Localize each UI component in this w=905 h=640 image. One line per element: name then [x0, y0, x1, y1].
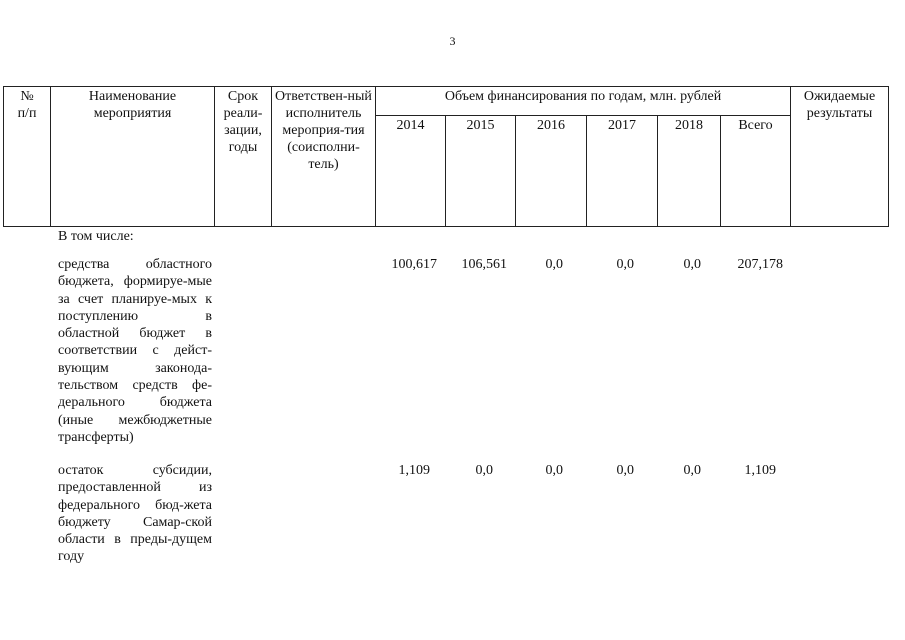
value-cell: 0,0 — [683, 463, 701, 478]
value-cell: 207,178 — [737, 257, 783, 272]
page-number: 3 — [449, 34, 456, 48]
value-cell: 0,0 — [616, 463, 634, 478]
col-header-name: Наименование мероприятия — [51, 87, 215, 227]
year-header: 2018 — [658, 116, 721, 227]
col-header-term: Срок реали-зации, годы — [215, 87, 272, 227]
col-header-executor: Ответствен-ный исполнитель мероприя-тия (соисполни-тель) — [272, 87, 376, 227]
value-cell: 0,0 — [683, 257, 701, 272]
header-table — [3, 86, 889, 227]
value-cell: 1,109 — [744, 463, 776, 478]
subheading: В том числе: — [58, 229, 134, 244]
row-name: средства областного бюджета, формируе-мые за счет планируе-мых к поступлению в областной бюджет в соответствии с дейст-вующим законода-тельством средств фе-дерального бюджета (иные межбюджетные трансферты) — [58, 257, 212, 445]
col-header-results: Ожидаемые результаты — [791, 87, 889, 227]
value-cell: 0,0 — [616, 257, 634, 272]
year-header: 2017 — [587, 116, 658, 227]
year-header: 2014 — [376, 116, 446, 227]
value-cell: 0,0 — [475, 463, 493, 478]
value-cell: 1,109 — [398, 463, 430, 478]
year-header: 2016 — [516, 116, 587, 227]
row-name: остаток субсидии, предоставленной из федерального бюд-жета бюджету Самар-ской области в преды-дущем году — [58, 463, 212, 565]
value-cell: 100,617 — [391, 257, 437, 272]
col-header-funding: Объем финансирования по годам, млн. рублей — [376, 87, 791, 116]
total-header: Всего — [721, 116, 791, 227]
value-cell: 0,0 — [545, 463, 563, 478]
year-header: 2015 — [446, 116, 516, 227]
value-cell: 106,561 — [461, 257, 507, 272]
col-header-number: № п/п — [4, 87, 51, 227]
value-cell: 0,0 — [545, 257, 563, 272]
